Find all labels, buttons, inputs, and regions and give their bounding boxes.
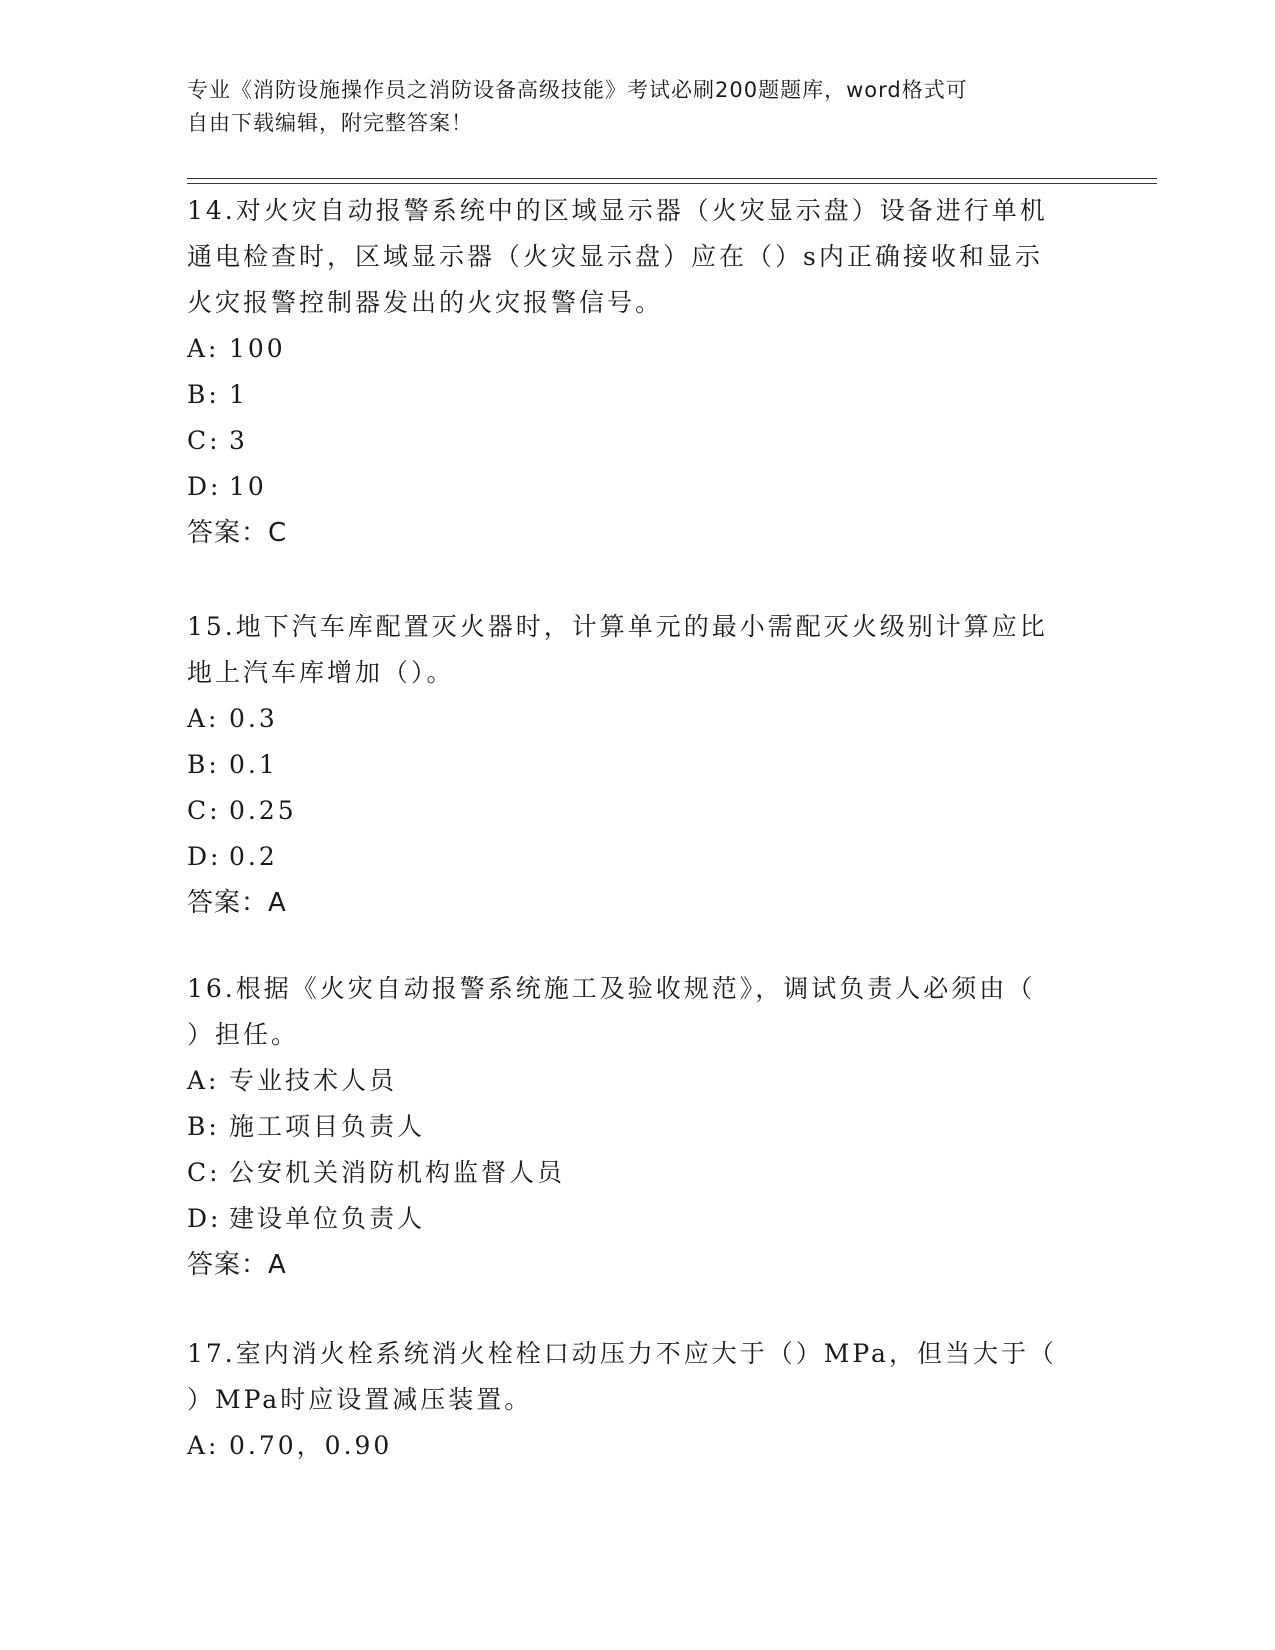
option-letter: A: [187,704,220,733]
option-text: 0.25 [229,796,297,825]
option-text: 1 [229,380,248,409]
option-text: 3 [229,426,248,455]
option-letter: B: [187,1112,220,1141]
question-stem-line: 火灾报警控制器发出的火灾报警信号。 [187,288,664,317]
question-17 [187,1331,1077,1469]
option-text: 0.2 [229,842,278,871]
option-text: 专业技术人员 [229,1066,398,1095]
option-letter: C: [187,426,221,455]
option-a [187,326,1077,372]
header-line-2: 自由下载编辑，附完整答案！ [187,111,473,135]
option-letter: C: [187,796,221,825]
header-divider-top [187,178,1157,179]
answer-line: 答案：A [187,888,287,918]
option-d [187,464,1077,510]
option-letter: D: [187,842,222,871]
question-stem-line: 地上汽车库增加（）。 [187,658,455,687]
question-stem-line: 16.根据《火灾自动报警系统施工及验收规范》，调试负责人必须由（ [187,974,1036,1003]
question-stem-line: ）MPa时应设置减压装置。 [187,1385,533,1414]
option-text: 0.1 [229,750,278,779]
answer-line: 答案：C [187,518,288,548]
option-letter: A: [187,334,220,363]
option-text: 0.70，0.90 [229,1431,393,1460]
option-text: 建设单位负责人 [229,1204,426,1233]
option-letter: C: [187,1158,221,1187]
option-a [187,1423,1077,1469]
option-letter: D: [187,1204,222,1233]
option-letter: B: [187,380,220,409]
option-b [187,1104,1077,1150]
option-c [187,418,1077,464]
question-15 [187,604,1077,926]
question-16 [187,966,1077,1288]
question-14 [187,188,1077,556]
header-divider-bottom [187,183,1157,184]
option-b [187,372,1077,418]
answer-line: 答案：A [187,1250,287,1280]
question-stem-line: 14.对火灾自动报警系统中的区域显示器（火灾显示盘）设备进行单机 [187,196,1048,225]
option-b [187,742,1077,788]
option-text: 公安机关消防机构监督人员 [229,1158,566,1187]
option-a [187,696,1077,742]
option-a [187,1058,1077,1104]
header-line-1: 专业《消防设施操作员之消防设备高级技能》考试必刷200题题库，word格式可 [187,78,968,102]
option-text: 10 [229,472,267,501]
option-c [187,788,1077,834]
option-d [187,834,1077,880]
option-letter: A: [187,1431,220,1460]
document-header [187,74,1067,140]
option-letter: A: [187,1066,220,1095]
option-letter: D: [187,472,222,501]
option-c [187,1150,1077,1196]
question-stem-line: 17.室内消火栓系统消火栓栓口动压力不应大于（）MPa，但当大于（ [187,1339,1057,1368]
question-stem-line: 15.地下汽车库配置灭火器时，计算单元的最小需配灭火级别计算应比 [187,612,1048,641]
option-text: 0.3 [229,704,278,733]
option-letter: B: [187,750,220,779]
question-stem-line: 通电检查时，区域显示器（火灾显示盘）应在（）s内正确接收和显示 [187,242,1043,271]
option-d [187,1196,1077,1242]
question-stem-line: ）担任。 [187,1020,300,1049]
option-text: 100 [229,334,286,363]
option-text: 施工项目负责人 [229,1112,426,1141]
